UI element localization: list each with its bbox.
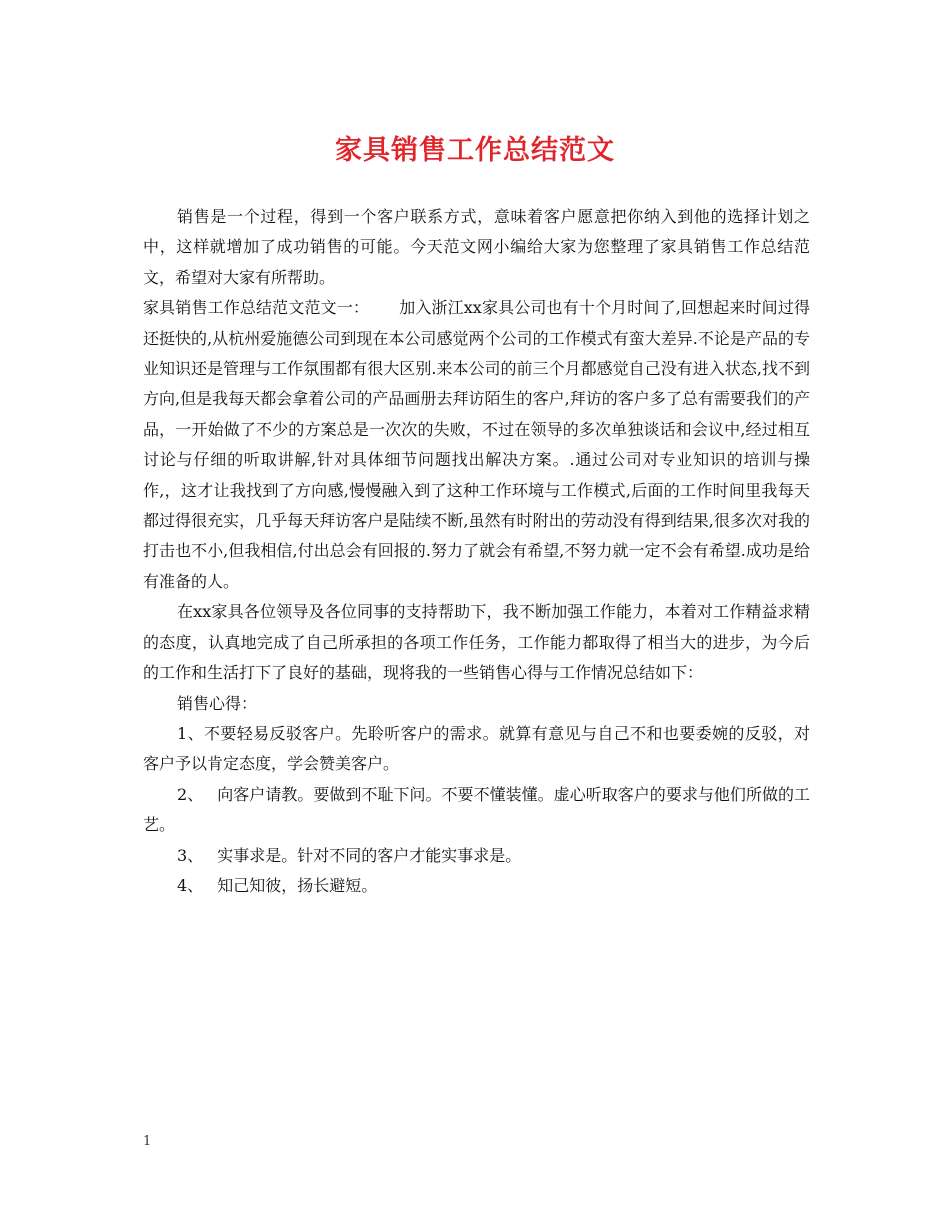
tips-heading: 销售心得： (177, 693, 258, 713)
document-body (143, 202, 810, 901)
tip-number: 2、 (177, 784, 204, 804)
summary-paragraph: 在xx家具各位领导及各位同事的支持帮助下，我不断加强工作能力，本着对工作精益求精的态度，认真地完成了自己所承担的各项工作任务，工作能力都取得了相当大的进步，为今后的工作和生活打下了良好的基础，现将我的一些销售心得与工作情况总结如下： (143, 602, 810, 683)
tip-number: 3、 (177, 845, 204, 865)
section1-paragraph (143, 293, 810, 597)
tip-text: 实事求是。针对不同的客户才能实事求是。 (217, 845, 522, 865)
tip-item (143, 719, 810, 780)
tip-item (143, 841, 810, 871)
tip-text: 向客户请教。要做到不耻下问。不要不懂装懂。虚心听取客户的要求与他们所做的工艺。 (143, 784, 810, 835)
tip-text: 不要轻易反驳客户。先聆听客户的需求。就算有意见与自己不和也要委婉的反驳，对客户予以肯定态度，学会赞美客户。 (143, 723, 810, 774)
document-title: 家具销售工作总结范文 (335, 135, 615, 166)
tip-item (143, 871, 810, 901)
section1-text: 加入浙江xx家具公司也有十个月时间了,回想起来时间过得还挺快的,从杭州爱施德公司到现在本公司感觉两个公司的工作模式有蛮大差异.不论是产品的专业知识还是管理与工作氛围都有很大区别.来本公司的前三个月都感觉自己没有进入状态,找不到方向,但是我每天都会拿着公司的产品画册去拜访陌生的客户,拜访的客户多了总有需要我们的产品，一开始做了不少的方案总是一次次的失败，不过在领导的多次单独谈话和会议中,经过相互讨论与仔细的听取讲解,针对具体细节问题找出解决方案。.通过公司对专业知识的培训与操作,，这才让我找到了方向感,慢慢融入到了这种工作环境与工作模式,后面的工作时间里我每天都过得很充实，几乎每天拜访客户是陆续不断,虽然有时附出的劳动没有得到结果,很多次对我的打击也不小,但我相信,付出总会有回报的.努力了就会有希望,不努力就一定不会有希望.成功是给有准备的人。 (143, 298, 810, 591)
page-number: 1 (143, 1134, 152, 1149)
tip-item (143, 780, 810, 841)
tip-number: 4、 (177, 875, 204, 895)
section1-heading: 家具销售工作总结范文范文一： (143, 298, 370, 318)
tip-text: 知己知彼，扬长避短。 (217, 875, 378, 895)
intro-paragraph: 销售是一个过程，得到一个客户联系方式，意味着客户愿意把你纳入到他的选择计划之中，这样就增加了成功销售的可能。今天范文网小编给大家为您整理了家具销售工作总结范文，希望对大家有所帮助。 (143, 207, 810, 287)
tip-number: 1、 (177, 723, 204, 743)
